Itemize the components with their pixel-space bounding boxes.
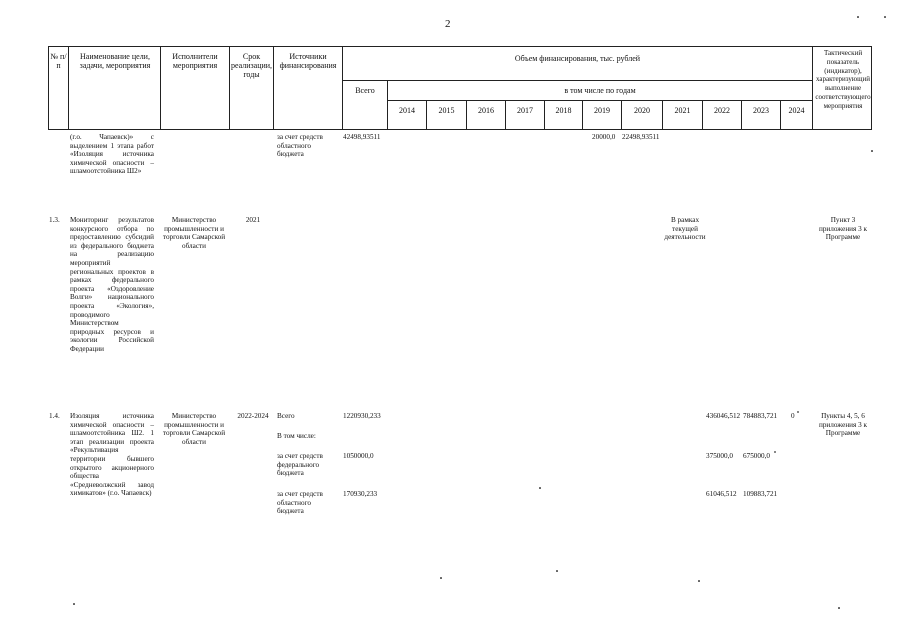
page-number: 2 [445,18,451,30]
row-cont-source: за счет средств областного бюджета [277,133,323,159]
header-total: Всего [355,86,375,95]
header-indicator: Тактический показатель (индикатор), характеризующий выполнение соответствующего мероприятия [815,49,871,110]
row-cont-2019: 20000,0 [592,133,616,141]
header-term: Срок реализации, годы [230,52,273,79]
year-2015: 2015 [438,106,455,115]
row-1-4-source-federal: за счет средств федерального бюджета [277,452,323,478]
row-1-4-total: 1220930,233 [343,412,381,420]
year-2018: 2018 [555,106,572,115]
footnote-mark-2 [773,450,777,454]
row-1-3-indicator: Пункт 3 приложения 3 к Программе [818,216,868,242]
row-1-3-2021: В рамках текущей деятельности [664,216,706,242]
row-1-3-term: 2021 [245,216,261,224]
row-1-3-number: 1.3. [49,216,60,224]
row-1-4-including: В том числе: [277,432,316,440]
year-2014: 2014 [399,106,415,115]
row-1-4-source-total: Всего [277,412,295,420]
header-name: Наименование цели, задачи, мероприятия [79,52,151,70]
row-1-3-name: Мониторинг результатов конкурсного отбора по предоставлению субсидий из федерального бюджета на реализацию мероприятий региональных проектов в рамках федерального проекта «Оздоровление Волги» национального проекта «Экология», проводимого Министерством природных ресурсов и экологии Российской Федерации [70,216,154,353]
row-1-4-federal-2022: 375000,0 [706,452,733,460]
row-1-4-regional-2023: 109883,721 [743,490,778,498]
row-cont-name: (г.о. Чапаевск)» с выделением 1 этапа работ «Изоляция источника химической опасности – шламоотстойника Ш2» [70,133,154,176]
year-2016: 2016 [478,106,494,115]
year-2022: 2022 [714,106,730,115]
row-1-4-total-2022: 436046,512 [706,412,741,420]
row-1-4-number: 1.4. [49,412,60,420]
footnote-mark-1 [796,410,800,414]
row-1-4-total-2023: 784883,721 [743,412,778,420]
row-1-4-total-2024: 0 [791,412,795,420]
year-2021: 2021 [674,106,691,115]
row-cont-total: 42498,93511 [343,133,381,141]
row-1-4-indicator: Пункты 4, 5, 6 приложения 3 к Программе [818,412,868,438]
row-1-4-name: Изоляция источника химической опасности – шламоотстойника Ш2. 1 этап реализации проекта «Рекультивация территории бывшего открытого акционерного общества «Средневолжский завод химикатов» (г.о. Чапаевск) [70,412,154,498]
year-2019: 2019 [594,106,610,115]
header-no: № п/п [50,52,67,70]
row-1-4-federal-2023: 675000,0 [743,452,770,460]
header-years-group: в том числе по годам [564,86,636,95]
row-1-4-federal-total: 1050000,0 [343,452,374,460]
header-source: Источники финансирования [279,52,337,70]
row-1-4-regional-total: 170930,233 [343,490,378,498]
year-2023: 2023 [753,106,769,115]
row-1-4-term: 2022-2024 [237,412,269,420]
row-1-4-regional-2022: 61046,512 [706,490,737,498]
year-2017: 2017 [517,106,533,115]
header-funding: Объем финансирования, тыс. рублей [514,54,641,63]
row-1-3-executor: Министерство промышленности и торговли Самарской области [162,216,226,250]
row-1-4-source-regional: за счет средств областного бюджета [277,490,323,516]
header-executors: Исполнители мероприятия [172,52,218,70]
year-2024: 2024 [788,106,805,115]
year-2020: 2020 [634,106,650,115]
row-cont-2020: 22498,93511 [622,133,660,141]
row-1-4-executor: Министерство промышленности и торговли Самарской области [162,412,226,446]
